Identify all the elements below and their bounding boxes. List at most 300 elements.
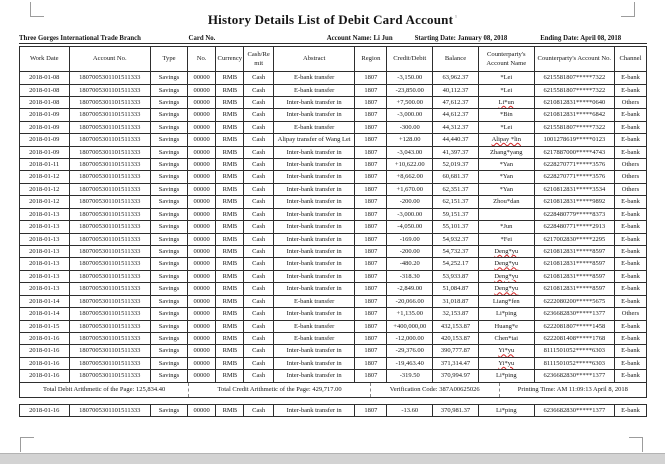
cell: -318.30 bbox=[387, 270, 433, 282]
cell: 1807005301101511333 bbox=[69, 345, 151, 357]
cell: 1807 bbox=[355, 308, 387, 320]
cell: Cash bbox=[244, 159, 273, 171]
cell: 6215581807*****7322 bbox=[534, 72, 614, 84]
cell: 00000 bbox=[188, 183, 216, 195]
cell: RMB bbox=[216, 345, 244, 357]
cell: *Fei bbox=[478, 233, 534, 245]
cell: Inter-bank transfer in bbox=[273, 96, 355, 108]
cell: 2018-01-09 bbox=[20, 146, 70, 158]
cell: Cash bbox=[244, 134, 273, 146]
cell: 6217887000*****4743 bbox=[534, 146, 614, 158]
table-row bbox=[20, 295, 647, 307]
cell: RMB bbox=[216, 221, 244, 233]
cell: 1807005301101511333 bbox=[69, 270, 151, 282]
cell: 1807005301101511333 bbox=[69, 283, 151, 295]
cell: 1807005301101511333 bbox=[69, 171, 151, 183]
table-row bbox=[20, 72, 647, 84]
cell: Savings bbox=[151, 183, 188, 195]
column-header: Counterparty's Account Name bbox=[478, 47, 534, 72]
cell: RMB bbox=[216, 146, 244, 158]
cell: Savings bbox=[151, 345, 188, 357]
table-row bbox=[20, 221, 647, 233]
cell: 00000 bbox=[188, 258, 216, 270]
cell: -3,000.00 bbox=[387, 208, 433, 220]
cell: Inter-bank transfer in bbox=[273, 109, 355, 121]
cell: E-bank ¹ bbox=[614, 221, 646, 233]
cell: Savings bbox=[151, 370, 188, 382]
cell: 1807005301101511333 bbox=[69, 159, 151, 171]
cell: 8111501052*****6303 bbox=[534, 357, 614, 369]
cell: 6228480779*****8373 bbox=[534, 208, 614, 220]
cell: 2018-01-13 bbox=[20, 208, 70, 220]
cell: 00000 bbox=[188, 332, 216, 344]
cell: Inter-bank transfer in bbox=[273, 258, 355, 270]
cell: Cash bbox=[244, 233, 273, 245]
cell: E-bank ¹ bbox=[614, 246, 646, 258]
cell: 54,932.37 bbox=[433, 233, 479, 245]
column-header: Work Date bbox=[20, 47, 70, 72]
cell: 1807005301101511333 bbox=[69, 308, 151, 320]
cell: 2018-01-14 bbox=[20, 308, 70, 320]
column-header: Channel ¹ bbox=[614, 47, 646, 72]
page-corner-mark bbox=[30, 2, 44, 17]
cell: Savings bbox=[151, 208, 188, 220]
cell: Cash bbox=[244, 320, 273, 332]
cell: 2018-01-16 bbox=[20, 345, 70, 357]
cell: 390,777.87 bbox=[433, 345, 479, 357]
cell: Inter-bank transfer in bbox=[273, 308, 355, 320]
cell: 1807 bbox=[355, 183, 387, 195]
cell: Alipay *lin bbox=[478, 134, 534, 146]
table-row bbox=[20, 246, 647, 258]
cell: Savings bbox=[151, 246, 188, 258]
column-header: Type bbox=[151, 47, 188, 72]
cell: Deng*yu bbox=[478, 270, 534, 282]
cell: Inter-bank transfer in bbox=[273, 357, 355, 369]
cell: Inter-bank transfer in bbox=[273, 159, 355, 171]
statement-info-bar bbox=[19, 35, 647, 44]
cell: Li*ping bbox=[478, 308, 534, 320]
cell: Cash bbox=[244, 405, 273, 417]
cell: 1807 bbox=[355, 283, 387, 295]
table-row bbox=[20, 134, 647, 146]
cell: Cash bbox=[244, 84, 273, 96]
cell: Yi*yu bbox=[478, 357, 534, 369]
cell: 370,994.97 bbox=[433, 370, 479, 382]
table-row bbox=[20, 270, 647, 282]
cell: 2018-01-08 bbox=[20, 84, 70, 96]
cell: 2018-01-13 bbox=[20, 233, 70, 245]
table-row bbox=[20, 171, 647, 183]
cell: 1807005301101511333 bbox=[69, 134, 151, 146]
cell: 00000 bbox=[188, 320, 216, 332]
cell: 52,019.37 bbox=[433, 159, 479, 171]
column-header: Counterparty's Account No. bbox=[534, 47, 614, 72]
cell bbox=[478, 208, 534, 220]
page-bottom-edge bbox=[0, 453, 665, 464]
cell: Others ¹ bbox=[614, 171, 646, 183]
cell: Savings bbox=[151, 146, 188, 158]
cell: Savings bbox=[151, 295, 188, 307]
cell: 63,962.37 bbox=[433, 72, 479, 84]
cell: 1807 bbox=[355, 72, 387, 84]
cell: Cash bbox=[244, 283, 273, 295]
cell: *Jun bbox=[478, 221, 534, 233]
cell: RMB bbox=[216, 208, 244, 220]
cell: 1807 bbox=[355, 357, 387, 369]
cell: 2018-01-16 bbox=[20, 357, 70, 369]
cell: 6210812831*****8597 bbox=[534, 258, 614, 270]
totals-cell bbox=[20, 382, 647, 397]
cell: 00000 bbox=[188, 159, 216, 171]
cell: Cash bbox=[244, 270, 273, 282]
cell: 1807 bbox=[355, 332, 387, 344]
cell: 1807 bbox=[355, 320, 387, 332]
cell: 1807 bbox=[355, 295, 387, 307]
cell: 00000 bbox=[188, 84, 216, 96]
cell: RMB bbox=[216, 320, 244, 332]
cell: Cash bbox=[244, 96, 273, 108]
cell: RMB bbox=[216, 96, 244, 108]
cell: -19,463.40 bbox=[387, 357, 433, 369]
branch-name: Three Gorges International Trade Branch bbox=[19, 35, 141, 42]
cell: 6215581807*****7322 bbox=[534, 121, 614, 133]
cell: -12,000.00 bbox=[387, 332, 433, 344]
cell: 2018-01-13 bbox=[20, 221, 70, 233]
cell: RMB bbox=[216, 109, 244, 121]
cell: Li*un bbox=[478, 96, 534, 108]
cell: 1807005301101511333 bbox=[69, 258, 151, 270]
history-table-continued bbox=[19, 404, 647, 417]
cell: Liang*fen bbox=[478, 295, 534, 307]
cell: *Yan bbox=[478, 171, 534, 183]
cell: -3,150.00 bbox=[387, 72, 433, 84]
cell: 1807005301101511333 bbox=[69, 96, 151, 108]
cell: Inter-bank transfer in bbox=[273, 246, 355, 258]
cell: Chen*tai bbox=[478, 332, 534, 344]
cell: 1807 bbox=[355, 405, 387, 417]
cell: RMB bbox=[216, 370, 244, 382]
cell: 1001278619*****0123 bbox=[534, 134, 614, 146]
table-row bbox=[20, 320, 647, 332]
cell: E-bank ¹ bbox=[614, 121, 646, 133]
cell: Cash bbox=[244, 332, 273, 344]
cell: Cash bbox=[244, 196, 273, 208]
cell: 2018-01-14 bbox=[20, 295, 70, 307]
cell: Cash bbox=[244, 121, 273, 133]
cell: 1807005301101511333 bbox=[69, 109, 151, 121]
cell: 1807005301101511333 bbox=[69, 246, 151, 258]
cell: Inter-bank transfer in bbox=[273, 171, 355, 183]
cell: E-bank ¹ bbox=[614, 270, 646, 282]
table-row bbox=[20, 283, 647, 295]
cell: 432,153.87 bbox=[433, 320, 479, 332]
cell: E-bank ¹ bbox=[614, 357, 646, 369]
cell: Savings bbox=[151, 96, 188, 108]
cell: 00000 bbox=[188, 283, 216, 295]
cell: Inter-bank transfer in bbox=[273, 233, 355, 245]
cell: 1807 bbox=[355, 146, 387, 158]
cell: 2018-01-16 bbox=[20, 332, 70, 344]
account-name: Account Name: Li Jun bbox=[326, 35, 393, 42]
cell: E-bank ¹ bbox=[614, 84, 646, 96]
table-row bbox=[20, 146, 647, 158]
cell: 2018-01-08 bbox=[20, 72, 70, 84]
page-corner-mark bbox=[20, 437, 34, 452]
cell: 2018-01-13 bbox=[20, 283, 70, 295]
cell: -3,000.00 bbox=[387, 109, 433, 121]
cell: 6236682830*****1377 bbox=[534, 405, 614, 417]
cell: Others ¹ bbox=[614, 183, 646, 195]
cell: E-bank ¹ bbox=[614, 233, 646, 245]
total-credit: Total Credit Arithmetic of the Page: 429,717.00 bbox=[188, 383, 370, 397]
column-header: Credit/Debit bbox=[387, 47, 433, 72]
cell: RMB bbox=[216, 357, 244, 369]
cell: 6236682830*****1377 bbox=[534, 370, 614, 382]
verification-code: Verification Code: 387A00625026 bbox=[370, 383, 499, 397]
cell: RMB bbox=[216, 258, 244, 270]
cell: 1807005301101511333 bbox=[69, 332, 151, 344]
totals-row bbox=[20, 382, 647, 397]
cell: Others ¹ bbox=[614, 96, 646, 108]
cell: 00000 bbox=[188, 208, 216, 220]
cell: Alipay transfer of Wang Lei bbox=[273, 134, 355, 146]
cell: RMB bbox=[216, 295, 244, 307]
cell: E-bank ¹ bbox=[614, 72, 646, 84]
cell: 00000 bbox=[188, 270, 216, 282]
cell: Li*ping bbox=[478, 405, 534, 417]
cell: 00000 bbox=[188, 370, 216, 382]
cell: 1807005301101511333 bbox=[69, 146, 151, 158]
cell: Cash bbox=[244, 183, 273, 195]
cell: E-bank ¹ bbox=[614, 196, 646, 208]
cell: 2018-01-11 bbox=[20, 159, 70, 171]
cell: 41,397.37 bbox=[433, 146, 479, 158]
cell: RMB bbox=[216, 159, 244, 171]
cell: Savings bbox=[151, 357, 188, 369]
cell: -169.00 bbox=[387, 233, 433, 245]
cell: 6215581807*****7322 bbox=[534, 84, 614, 96]
table-row bbox=[20, 96, 647, 108]
table-row bbox=[20, 208, 647, 220]
cell: Savings bbox=[151, 196, 188, 208]
ending-date: Ending Date: April 08, 2018 bbox=[540, 35, 622, 42]
cell: Savings bbox=[151, 121, 188, 133]
cell: 00000 bbox=[188, 295, 216, 307]
cell: 1807005301101511333 bbox=[69, 196, 151, 208]
cell: Cash bbox=[244, 258, 273, 270]
cell: 6210812831*****3534 bbox=[534, 183, 614, 195]
column-header: Currency bbox=[216, 47, 244, 72]
cell: E-bank ¹ bbox=[614, 332, 646, 344]
table-row bbox=[20, 196, 647, 208]
cell: 44,440.37 bbox=[433, 134, 479, 146]
cell: E-bank ¹ bbox=[614, 146, 646, 158]
cell: 1807 bbox=[355, 208, 387, 220]
cell: *Yan bbox=[478, 159, 534, 171]
cell: 6228270771*****3576 bbox=[534, 159, 614, 171]
cell: 00000 bbox=[188, 96, 216, 108]
cell: +400,000,00 bbox=[387, 320, 433, 332]
cell: +128.00 bbox=[387, 134, 433, 146]
cell: 00000 bbox=[188, 109, 216, 121]
cell: Others ¹ bbox=[614, 308, 646, 320]
cell: E-bank ¹ bbox=[614, 405, 646, 417]
cell: RMB bbox=[216, 405, 244, 417]
cell: 1807 bbox=[355, 345, 387, 357]
cell: 6236682830*****1377 bbox=[534, 308, 614, 320]
cell: 2018-01-09 bbox=[20, 134, 70, 146]
cell: 54,252.17 bbox=[433, 258, 479, 270]
cell: E-bank transfer bbox=[273, 121, 355, 133]
cell: *Lei bbox=[478, 121, 534, 133]
cell: Savings bbox=[151, 159, 188, 171]
table-row bbox=[20, 332, 647, 344]
cell: RMB bbox=[216, 183, 244, 195]
cell: Cash bbox=[244, 357, 273, 369]
cell: 00000 bbox=[188, 246, 216, 258]
cell: Cash bbox=[244, 171, 273, 183]
cell: Savings bbox=[151, 171, 188, 183]
header-row bbox=[20, 47, 647, 72]
cell: *Bin bbox=[478, 109, 534, 121]
cell: Savings bbox=[151, 258, 188, 270]
cell: E-bank transfer bbox=[273, 72, 355, 84]
cell: +1,670.00 bbox=[387, 183, 433, 195]
cell: 54,732.37 bbox=[433, 246, 479, 258]
cell: -2,849.00 bbox=[387, 283, 433, 295]
cell: 6217002830*****2295 bbox=[534, 233, 614, 245]
cell: 6228480771*****2913 bbox=[534, 221, 614, 233]
cell: +10,622.00 bbox=[387, 159, 433, 171]
cell: 2018-01-16 bbox=[20, 370, 70, 382]
cell: 6222080200*****5675 bbox=[534, 295, 614, 307]
cell: 1807005301101511333 bbox=[69, 295, 151, 307]
cell: 00000 bbox=[188, 308, 216, 320]
table-row bbox=[20, 84, 647, 96]
cell: Savings bbox=[151, 332, 188, 344]
cell: +1,135.00 bbox=[387, 308, 433, 320]
cell: -300.00 bbox=[387, 121, 433, 133]
cell: 1807 bbox=[355, 221, 387, 233]
cell: Savings bbox=[151, 109, 188, 121]
cell: Inter-bank transfer in bbox=[273, 270, 355, 282]
cell: -480.20 bbox=[387, 258, 433, 270]
cell: 6228270771*****3576 bbox=[534, 171, 614, 183]
cell: *Lei bbox=[478, 84, 534, 96]
cell: 2018-01-13 bbox=[20, 270, 70, 282]
cell: Inter-bank transfer in bbox=[273, 183, 355, 195]
table-row bbox=[20, 159, 647, 171]
cell: E-bank ¹ bbox=[614, 109, 646, 121]
table-row bbox=[20, 258, 647, 270]
cell: Yi*yu bbox=[478, 345, 534, 357]
page-corner-mark bbox=[629, 437, 643, 452]
cell: 53,933.87 bbox=[433, 270, 479, 282]
column-header: Region bbox=[355, 47, 387, 72]
table-row bbox=[20, 357, 647, 369]
cell: Savings bbox=[151, 134, 188, 146]
cell: 6210812831*****8597 bbox=[534, 283, 614, 295]
cell: E-bank ¹ bbox=[614, 208, 646, 220]
cell: 44,312.37 bbox=[433, 121, 479, 133]
cell: E-bank ¹ bbox=[614, 295, 646, 307]
history-table bbox=[19, 46, 647, 398]
cell: Savings bbox=[151, 308, 188, 320]
cell: -29,376.00 bbox=[387, 345, 433, 357]
cell: 1807 bbox=[355, 246, 387, 258]
cell: 371,314.47 bbox=[433, 357, 479, 369]
cell: RMB bbox=[216, 196, 244, 208]
cell: E-bank ¹ bbox=[614, 134, 646, 146]
cell: Inter-bank transfer in bbox=[273, 196, 355, 208]
cell: *Yan bbox=[478, 183, 534, 195]
cell: E-bank ¹ bbox=[614, 320, 646, 332]
cell: 2018-01-12 bbox=[20, 196, 70, 208]
cell: Savings bbox=[151, 270, 188, 282]
cell: *Lei bbox=[478, 72, 534, 84]
cell: 420,153.87 bbox=[433, 332, 479, 344]
cell: Zhang*yang bbox=[478, 146, 534, 158]
cell: 1807 bbox=[355, 96, 387, 108]
cell: 1807005301101511333 bbox=[69, 405, 151, 417]
total-debit: Total Debit Arithmetic of the Page: 125,834.40 bbox=[42, 386, 166, 394]
cell: -4,050.00 bbox=[387, 221, 433, 233]
cell: -13.60 bbox=[387, 405, 433, 417]
cell: -200.00 bbox=[387, 196, 433, 208]
cell: RMB bbox=[216, 134, 244, 146]
cell: 2018-01-16 bbox=[20, 405, 70, 417]
cell: 1807005301101511333 bbox=[69, 72, 151, 84]
cell: RMB bbox=[216, 121, 244, 133]
cell: Cash bbox=[244, 208, 273, 220]
cell: Others ¹ bbox=[614, 159, 646, 171]
cell: 2018-01-15 bbox=[20, 320, 70, 332]
cell: Cash bbox=[244, 308, 273, 320]
column-header: Abstract bbox=[273, 47, 355, 72]
cell: RMB bbox=[216, 246, 244, 258]
cell: Savings bbox=[151, 233, 188, 245]
cell: 00000 bbox=[188, 357, 216, 369]
cell: +8,662.00 bbox=[387, 171, 433, 183]
cell: 1807005301101511333 bbox=[69, 121, 151, 133]
cell: 1807 bbox=[355, 233, 387, 245]
cell: Deng*yu bbox=[478, 258, 534, 270]
cell: Savings bbox=[151, 320, 188, 332]
cell: 1807 bbox=[355, 121, 387, 133]
cell: 60,681.37 bbox=[433, 171, 479, 183]
table-row bbox=[20, 109, 647, 121]
cell: 2018-01-09 bbox=[20, 121, 70, 133]
column-header: Balance bbox=[433, 47, 479, 72]
cell: 1807 bbox=[355, 270, 387, 282]
cell: RMB bbox=[216, 84, 244, 96]
table-row bbox=[20, 121, 647, 133]
cell: RMB bbox=[216, 171, 244, 183]
cell: Savings bbox=[151, 221, 188, 233]
cell: 2018-01-09 bbox=[20, 109, 70, 121]
table-row bbox=[20, 183, 647, 195]
cell: 00000 bbox=[188, 233, 216, 245]
cell: 00000 bbox=[188, 221, 216, 233]
cell: 1807 bbox=[355, 171, 387, 183]
table-row bbox=[20, 233, 647, 245]
cell: 1807005301101511333 bbox=[69, 233, 151, 245]
cell: 00000 bbox=[188, 171, 216, 183]
cell: 8111501052*****6303 bbox=[534, 345, 614, 357]
cell: 00000 bbox=[188, 345, 216, 357]
cell: 44,612.37 bbox=[433, 109, 479, 121]
